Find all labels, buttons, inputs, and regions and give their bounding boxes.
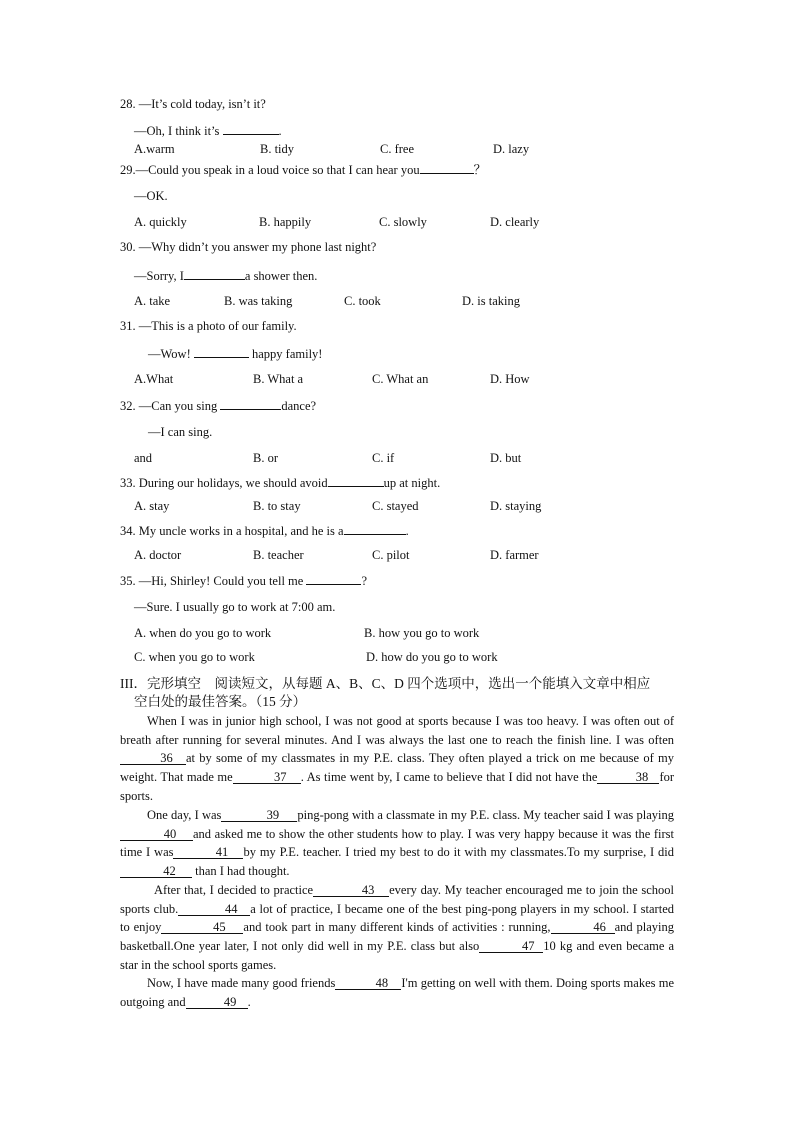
q35-option-d: D. how do you go to work [366, 650, 498, 664]
blank-45: 45 [161, 921, 243, 934]
answer-blank [306, 573, 361, 585]
section-heading-line-2: 空白处的最佳答案。（15 分） [134, 694, 307, 709]
question-30-stem [120, 240, 376, 255]
passage-text: One day, I was [147, 808, 222, 822]
q31-option-d: D. How [490, 372, 530, 386]
q32-option-b: B. or [253, 451, 278, 465]
passage-text: After that, I decided to practice [154, 883, 314, 897]
question-31-stem [120, 319, 297, 334]
blank-37: 37 [233, 771, 301, 784]
passage-text: at by some of my classmates in my P.E. class. They often played a trick on me because of my weight. That made me [120, 751, 674, 785]
reply-text: —Wow! [148, 347, 194, 361]
answer-blank [194, 346, 249, 358]
passage-paragraph-2 [120, 806, 674, 881]
q28-option-d: D. lazy [493, 142, 530, 156]
q34-option-d: D. farmer [490, 548, 539, 562]
passage-text: Now, I have made many good friends [147, 976, 336, 990]
question-text: —Could you speak in a loud voice so that I can hear you [135, 163, 420, 177]
q32-option-c: C. if [372, 451, 395, 465]
question-text-end: ？ [473, 163, 487, 177]
question-text-end: up at night. [383, 476, 441, 490]
question-number: 33. [120, 476, 136, 490]
answer-blank [344, 523, 406, 535]
passage-paragraph-1 [120, 712, 674, 806]
passage-text: and playing basketball.One year later, I not only did well in my P.E. class but also [120, 920, 675, 954]
q35-option-a: A. when do you go to work [134, 626, 272, 640]
q35-option-c: C. when you go to work [134, 650, 255, 664]
question-number: 32. [120, 399, 136, 413]
q30-option-c: C. took [344, 294, 381, 308]
passage-text: . [247, 994, 251, 1009]
q29-option-a: A. quickly [134, 215, 187, 229]
passage-text: a lot of practice, I became one of the best ping-pong players in my school. I started to enjoy [120, 901, 674, 935]
blank-46: 46 [551, 921, 615, 934]
q32-option-d: D. but [490, 451, 522, 465]
passage-text: When I was in junior high school, I was not good at sports because I was too heavy. I was often out of breath after running for several minutes. And I was always the last one to reach the finish line. I was often [120, 714, 674, 747]
reply-text-end: happy family! [248, 347, 323, 361]
q34-option-a: A. doctor [134, 548, 182, 562]
q28-option-b: B. tidy [260, 142, 295, 156]
question-text: —It’s cold today, isn’t it? [138, 97, 266, 111]
blank-43: 43 [313, 884, 389, 897]
question-text: My uncle works in a hospital, and he is a [135, 524, 344, 538]
question-text: —This is a photo of our family. [135, 319, 297, 333]
q32-option-a: and [134, 451, 153, 465]
question-text: —Hi, Shirley! Could you tell me [135, 574, 307, 588]
question-35-stem [120, 573, 367, 589]
blank-38: 38 [597, 771, 659, 784]
passage-text: every day. My teacher encouraged me to join the school sports club. [120, 883, 675, 916]
question-number: 34. [120, 524, 136, 538]
question-number: 35. [120, 574, 136, 588]
blank-44: 44 [178, 903, 250, 916]
q29-option-d: D. clearly [490, 215, 540, 229]
question-text-end: . [405, 524, 409, 538]
section-heading-line-1: III．完形填空 阅读短文，从每题 A、B、C、D 四个选项中，选出一个能填入文章中相应 [120, 676, 651, 691]
passage-text: 10 kg and even became a star in the school sports games. [120, 939, 675, 972]
passage-text: and took part in many different kinds of activities : running, [243, 920, 551, 935]
q33-option-c: C. stayed [372, 499, 419, 513]
q34-option-c: C. pilot [372, 548, 410, 562]
passage-text: and asked me to show the other students how to play. I was very happy because it was the first time I was [120, 826, 674, 860]
answer-blank [220, 398, 281, 410]
q31-option-a: A.What [134, 372, 174, 386]
blank-40: 40 [120, 828, 193, 841]
q33-option-d: D. staying [490, 499, 542, 513]
answer-blank [420, 162, 474, 174]
question-29-stem [120, 162, 486, 178]
question-text: —Can you sing [135, 399, 221, 413]
blank-36: 36 [120, 752, 186, 765]
reply-text: —Oh, I think it’s [134, 124, 223, 138]
question-number: 31. [120, 319, 136, 333]
passage-text: by my P.E. teacher. I tried my best to do it with my classmates.To my surprise, I did [243, 845, 674, 860]
reply-text-end: a shower then. [244, 269, 318, 283]
blank-47: 47 [479, 940, 543, 953]
question-35-reply: —Sure. I usually go to work at 7:00 am. [134, 600, 336, 614]
passage-paragraph-4 [120, 974, 674, 1011]
passage-text: ping-pong with a classmate in my P.E. class. My teacher said I was playing [297, 808, 674, 822]
blank-39: 39 [221, 809, 297, 822]
q33-option-b: B. to stay [253, 499, 301, 513]
question-32-stem [120, 398, 316, 414]
q29-option-b: B. happily [259, 215, 312, 229]
question-28-stem [120, 97, 266, 112]
question-28-reply [134, 123, 282, 139]
blank-41: 41 [173, 846, 243, 859]
question-32-reply: —I can sing. [148, 425, 213, 439]
answer-blank [184, 268, 245, 280]
q28-option-a: A.warm [134, 142, 175, 156]
passage-text: for sports. [120, 770, 675, 803]
reply-text-end: . [278, 124, 282, 138]
question-30-reply [134, 268, 317, 284]
q29-option-c: C. slowly [379, 215, 427, 229]
q28-option-c: C. free [380, 142, 415, 156]
passage-text: I'm getting on well with them. Doing sports makes me outgoing and [120, 976, 674, 1009]
q30-option-b: B. was taking [224, 294, 293, 308]
blank-49: 49 [186, 996, 248, 1009]
question-number: 28. [120, 97, 136, 111]
q35-option-b: B. how you go to work [364, 626, 480, 640]
blank-42: 42 [120, 865, 192, 878]
passage-text: than I had thought. [192, 864, 290, 879]
passage-text: . As time went by, I came to believe that I did not have the [300, 770, 598, 785]
question-text-end: dance? [281, 399, 317, 413]
question-29-reply: —OK. [134, 189, 168, 203]
q34-option-b: B. teacher [253, 548, 304, 562]
question-31-reply [148, 346, 322, 362]
passage-paragraph-3 [120, 881, 674, 975]
question-text: During our holidays, we should avoid [135, 476, 328, 490]
q31-option-b: B. What a [253, 372, 304, 386]
question-number: 29. [120, 163, 136, 177]
q30-option-a: A. take [134, 294, 171, 308]
q33-option-a: A. stay [134, 499, 170, 513]
question-34-stem [120, 523, 409, 539]
question-text: —Why didn’t you answer my phone last night? [135, 240, 377, 254]
question-33-stem [120, 475, 440, 491]
blank-48: 48 [335, 977, 401, 990]
answer-blank [328, 475, 384, 487]
answer-blank [223, 123, 279, 135]
reply-text: —Sorry, I [134, 269, 184, 283]
question-text-end: ? [361, 574, 368, 588]
question-number: 30. [120, 240, 136, 254]
q30-option-d: D. is taking [462, 294, 520, 308]
q31-option-c: C. What an [372, 372, 429, 386]
